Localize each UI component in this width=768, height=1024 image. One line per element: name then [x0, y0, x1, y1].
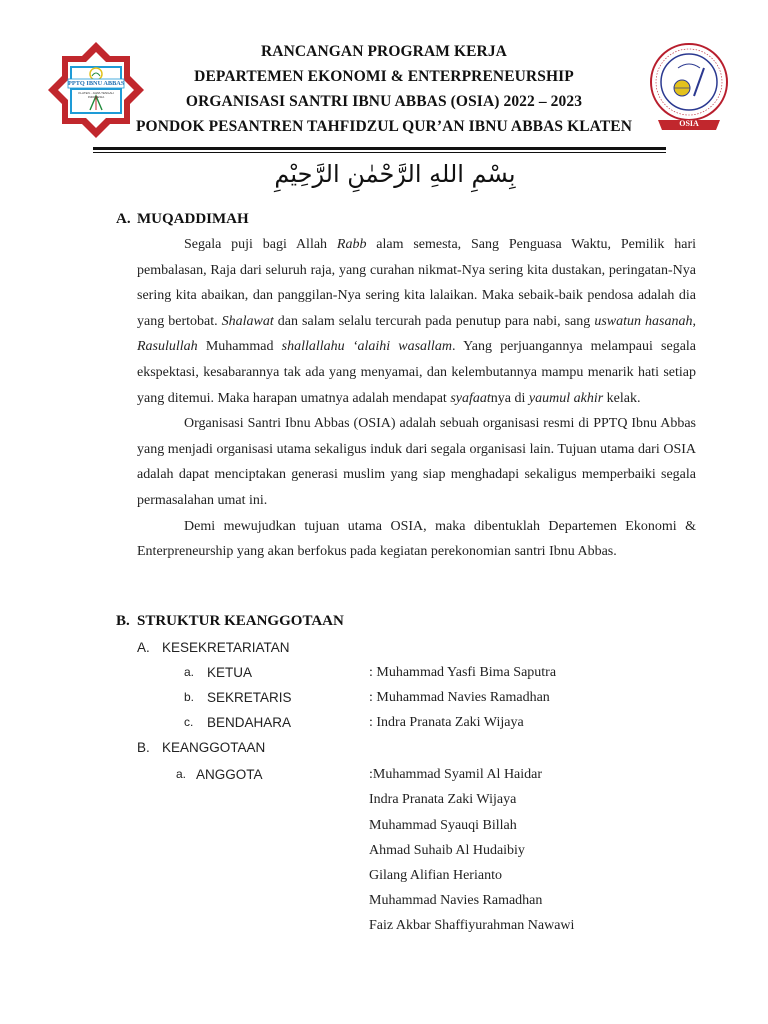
text-run: Muhammad: [197, 339, 282, 355]
text-run: kelak.: [603, 390, 641, 406]
member-name: :Muhammad Syamil Al Haidar: [369, 767, 543, 782]
bismillah-calligraphy: بِسْمِ اللهِ الرَّحْمٰنِ الرَّحِيْمِ: [274, 160, 516, 188]
muqaddimah-paragraph-2: [137, 411, 696, 513]
muqaddimah-paragraph-3: [137, 514, 696, 565]
text-run: dan salam selalu tercurah pada penutup para nabi, sang: [273, 313, 595, 329]
header-rule-thin: [93, 152, 666, 153]
member-name: Faiz Akbar Shaffiyurahman Nawawi: [369, 918, 575, 933]
member-name: Gilang Alifian Herianto: [369, 868, 502, 883]
officer-name: : Muhammad Yasfi Bima Saputra: [369, 665, 557, 680]
member-name: Muhammad Navies Ramadhan: [369, 893, 543, 908]
text-run: nya di: [490, 390, 529, 406]
member-role: ANGGOTA: [196, 767, 263, 782]
sub-a-title: KESEKRETARIATAN: [162, 640, 290, 655]
pptq-logo-name: PPTQ IBNU ABBAS: [68, 80, 125, 87]
pptq-logo-country: INDONESIA: [87, 95, 105, 99]
section-b-title: STRUKTUR KEANGGOTAAN: [137, 613, 344, 629]
italic-term: uswatun hasanah: [594, 313, 693, 329]
muqaddimah-body: [137, 232, 696, 565]
sub-b-marker: B.: [137, 740, 150, 755]
text-run: Organisasi Santri Ibnu Abbas (OSIA) adalah sebuah organisasi resmi di PPTQ Ibnu Abbas yang menjadi organisasi utama sekaligus induk dari segala organisasi lain. Tujuan utama dari OSIA adalah dapat menciptakan generasi muslim yang siap menghadapi sekaligus memperbaiki segala permasalahan umat ini.: [137, 416, 696, 508]
header-title-3: ORGANISASI SANTRI IBNU ABBAS (OSIA) 2022 – 2023: [185, 93, 583, 110]
section-a-title: MUQADDIMAH: [137, 211, 249, 227]
italic-term: Shalawat: [221, 313, 274, 329]
header-rule-thick: [93, 147, 666, 150]
member-name: Muhammad Syauqi Billah: [369, 818, 517, 833]
muqaddimah-paragraph-1: [137, 232, 696, 411]
header-title-1: RANCANGAN PROGRAM KERJA: [261, 43, 507, 60]
italic-term: syafaat: [450, 390, 491, 406]
text-run: alam semesta, Sang Penguasa Waktu, Pemilik hari pembalasan, Raja dari seluruh raja, yang curahan nikmat-Nya sering kita dustakan, peringatan-Nya sering kita abaikan, dan panggilan-Nya sering kita lalaikan. Maka sebaik-baik pendosa adalah dia yang bertobat.: [137, 237, 696, 329]
member-letter: a.: [176, 767, 187, 781]
member-name: Ahmad Suhaib Al Hudaibiy: [369, 843, 525, 858]
officer-role: KETUA: [207, 665, 253, 680]
text-run: Demi mewujudkan tujuan utama OSIA, maka dibentuklah Departemen Ekonomi & Enterpreneurship yang akan berfokus pada kegiatan perekonomian santri Ibnu Abbas.: [137, 518, 696, 560]
officer-letter: b.: [184, 690, 195, 704]
officer-name: : Muhammad Navies Ramadhan: [369, 690, 550, 705]
osia-logo-ribbon: OSIA: [679, 119, 699, 128]
section-a-marker: A.: [116, 211, 131, 227]
officer-letter: a.: [184, 665, 195, 679]
italic-term: shallallahu ‘alaihi wasallam: [281, 339, 452, 355]
section-b-marker: B.: [116, 613, 130, 629]
text-run: ,: [692, 313, 696, 329]
header-title-4: PONDOK PESANTREN TAHFIDZUL QUR’AN IBNU ABBAS KLATEN: [135, 118, 632, 135]
pptq-logo-subtitle: KLATEN - JAWA TENGAH: [78, 91, 114, 95]
officer-name: : Indra Pranata Zaki Wijaya: [369, 715, 524, 730]
text-run: Segala puji bagi Allah: [184, 237, 337, 252]
sub-b-title: KEANGGOTAAN: [162, 740, 266, 755]
text-run: . Yang perjuangannya melampaui segala ekspektasi, kesabarannya tak ada yang menyamai, dan kelembutannya mampu menarik hati setiap yang ditemui. Maka harapan umatnya adalah mendapat: [137, 339, 697, 406]
member-name: Indra Pranata Zaki Wijaya: [369, 792, 517, 807]
header-title-2: DEPARTEMEN EKONOMI & ENTERPRENEURSHIP: [194, 68, 574, 85]
italic-term: Rasulullah: [137, 339, 198, 355]
italic-term: Rabb: [336, 237, 367, 252]
sub-a-marker: A.: [137, 640, 150, 655]
officer-role: SEKRETARIS: [207, 690, 292, 705]
officer-letter: c.: [184, 715, 194, 729]
officer-role: BENDAHARA: [207, 715, 292, 730]
italic-term: yaumul akhir: [528, 390, 604, 406]
